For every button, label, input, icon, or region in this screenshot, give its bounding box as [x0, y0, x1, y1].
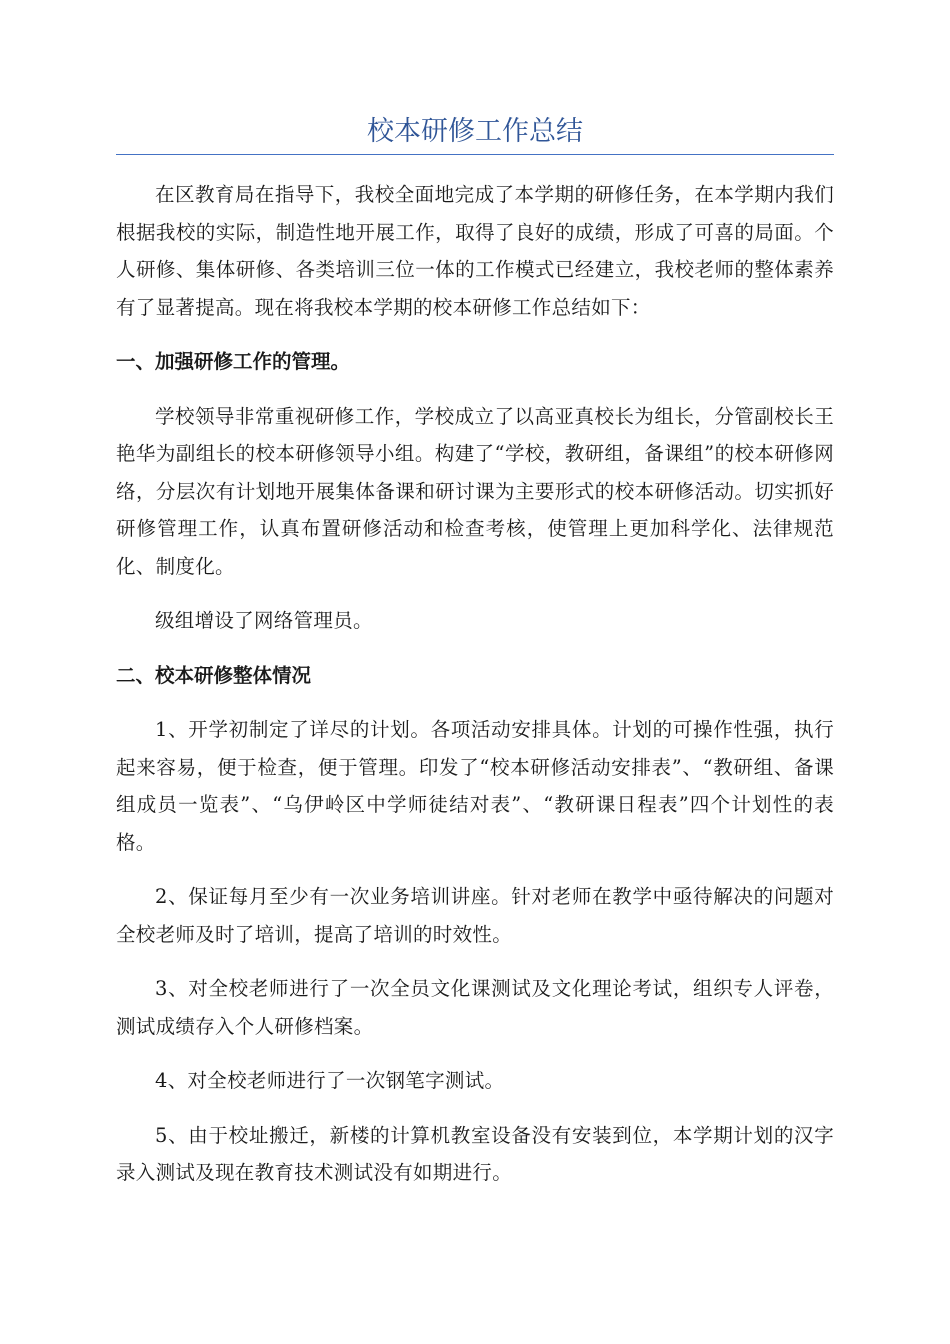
intro-paragraph: 在区教育局在指导下，我校全面地完成了本学期的研修任务，在本学期内我们根据我校的实际，制造性地开展工作，取得了良好的成绩，形成了可喜的局面。个人研修、集体研修、各类培训三位一体的工作模式已经建立，我校老师的整体素养有了显著提高。现在将我校本学期的校本研修工作总结如下： — [116, 183, 834, 319]
document-title: 校本研修工作总结 — [367, 116, 583, 147]
section-2-item-5: 5、由于校址搬迁，新楼的计算机教室设备没有安装到位，本学期计划的汉字录入测试及现在教育技术测试没有如期进行。 — [116, 1123, 834, 1184]
section-2-item-1: 1、开学初制定了详尽的计划。各项活动安排具体。计划的可操作性强，执行起来容易，便于检查，便于管理。印发了“校本研修活动安排表”、“教研组、备课组成员一览表”、“乌伊岭区中学师徒结对表”、“教研课日程表”四个计划性的表格。 — [116, 718, 834, 854]
section-2-item-2: 2、保证每月至少有一次业务培训讲座。针对老师在教学中亟待解决的问题对全校老师及时了培训，提高了培训的时效性。 — [116, 885, 834, 946]
section-1-paragraph-2: 级组增设了网络管理员。 — [155, 609, 373, 632]
title-underline — [116, 154, 834, 155]
document-body — [116, 176, 834, 1209]
section-2-item-4: 4、对全校老师进行了一次钢笔字测试。 — [155, 1069, 505, 1092]
section-1-paragraph-1: 学校领导非常重视研修工作，学校成立了以高亚真校长为组长，分管副校长王艳华为副组长的校本研修领导小组。构建了“学校，教研组，备课组”的校本研修网络，分层次有计划地开展集体备课和研讨课为主要形式的校本研修活动。切实抓好研修管理工作，认真布置研修活动和检查考核，使管理上更加科学化、法律规范化、制度化。 — [116, 404, 834, 578]
section-2-item-3: 3、对全校老师进行了一次全员文化课测试及文化理论考试，组织专人评卷，测试成绩存入个人研修档案。 — [116, 977, 834, 1038]
section-2-heading: 二、校本研修整体情况 — [116, 663, 312, 687]
section-1-heading: 一、加强研修工作的管理。 — [116, 350, 351, 373]
